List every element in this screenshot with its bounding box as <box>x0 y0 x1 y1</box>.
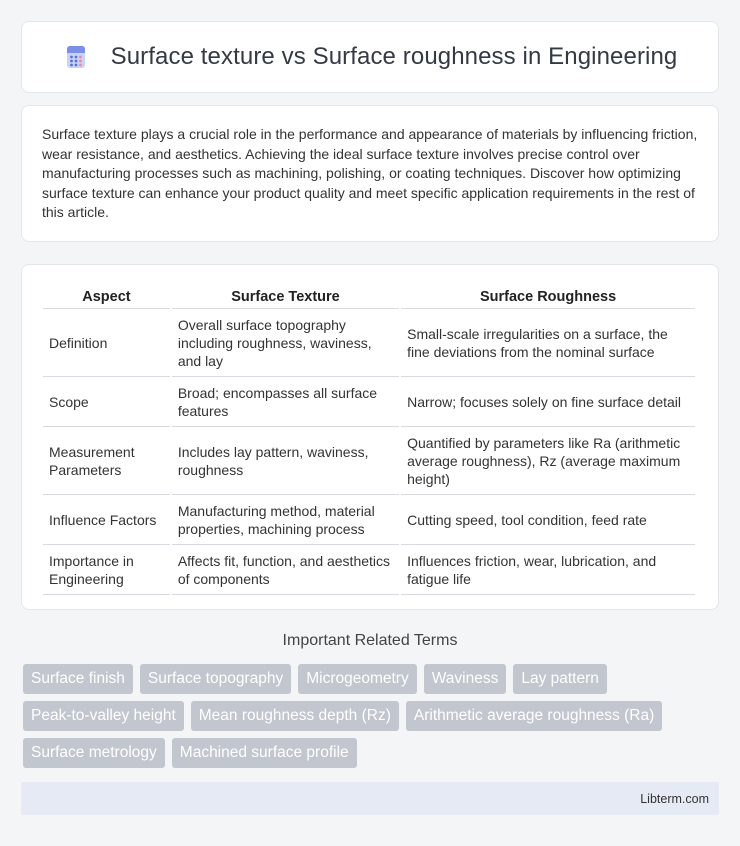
related-term-tag[interactable]: Waviness <box>424 664 507 694</box>
cell-surface-texture: Manufacturing method, material properties, machining process <box>172 495 399 545</box>
cell-aspect: Definition <box>43 309 170 377</box>
related-term-tag[interactable]: Microgeometry <box>298 664 417 694</box>
related-term-tag[interactable]: Lay pattern <box>513 664 607 694</box>
cell-surface-roughness: Influences friction, wear, lubrication, and fatigue life <box>401 545 695 595</box>
related-term-tag[interactable]: Surface topography <box>140 664 291 694</box>
cell-aspect: Measurement Parameters <box>43 427 170 495</box>
page-title: Surface texture vs Surface roughness in Engineering <box>110 43 678 70</box>
cell-surface-texture: Broad; encompasses all surface features <box>172 377 399 427</box>
table-header-row <box>43 285 695 309</box>
related-terms-list <box>23 664 723 768</box>
related-term-tag[interactable]: Mean roughness depth (Rz) <box>191 701 399 731</box>
related-term-tag[interactable]: Surface finish <box>23 664 133 694</box>
footer-site-link[interactable]: Libterm.com <box>640 791 709 806</box>
related-term-tag[interactable]: Machined surface profile <box>172 738 357 768</box>
comparison-table <box>41 285 697 595</box>
table-row <box>43 309 695 377</box>
cell-surface-roughness: Quantified by parameters like Ra (arithmetic average roughness), Rz (average maximum height) <box>401 427 695 495</box>
cell-surface-texture: Affects fit, function, and aesthetics of components <box>172 545 399 595</box>
cell-aspect: Scope <box>43 377 170 427</box>
calculator-icon <box>63 44 89 70</box>
related-terms-title: Important Related Terms <box>282 632 458 649</box>
cell-aspect: Importance in Engineering <box>43 545 170 595</box>
column-header-aspect: Aspect <box>43 285 170 309</box>
header <box>63 43 678 71</box>
table-row <box>43 427 695 495</box>
table-row <box>43 377 695 427</box>
column-header-surface-texture: Surface Texture <box>172 285 399 309</box>
table-row <box>43 545 695 595</box>
cell-surface-roughness: Small-scale irregularities on a surface, the fine deviations from the nominal surface <box>401 309 695 377</box>
comparison-table-card <box>21 264 719 610</box>
footer <box>21 782 719 815</box>
cell-surface-texture: Includes lay pattern, waviness, roughness <box>172 427 399 495</box>
table-row <box>43 495 695 545</box>
intro-paragraph: Surface texture plays a crucial role in the performance and appearance of materials by influencing friction, wear resistance, and aesthetics. Achieving the ideal surface texture involves precise control over manufacturing processes such as machining, polishing, or coating techniques. Discover how optimizing surface texture can enhance your product quality and meet specific application requirements in the rest of this article. <box>42 126 698 221</box>
header-card <box>21 21 719 93</box>
related-term-tag[interactable]: Surface metrology <box>23 738 165 768</box>
cell-surface-roughness: Cutting speed, tool condition, feed rate <box>401 495 695 545</box>
column-header-surface-roughness: Surface Roughness <box>401 285 695 309</box>
related-term-tag[interactable]: Arithmetic average roughness (Ra) <box>406 701 662 731</box>
cell-surface-texture: Overall surface topography including roughness, waviness, and lay <box>172 309 399 377</box>
cell-surface-roughness: Narrow; focuses solely on fine surface detail <box>401 377 695 427</box>
cell-aspect: Influence Factors <box>43 495 170 545</box>
related-term-tag[interactable]: Peak-to-valley height <box>23 701 184 731</box>
intro-card <box>21 105 719 242</box>
